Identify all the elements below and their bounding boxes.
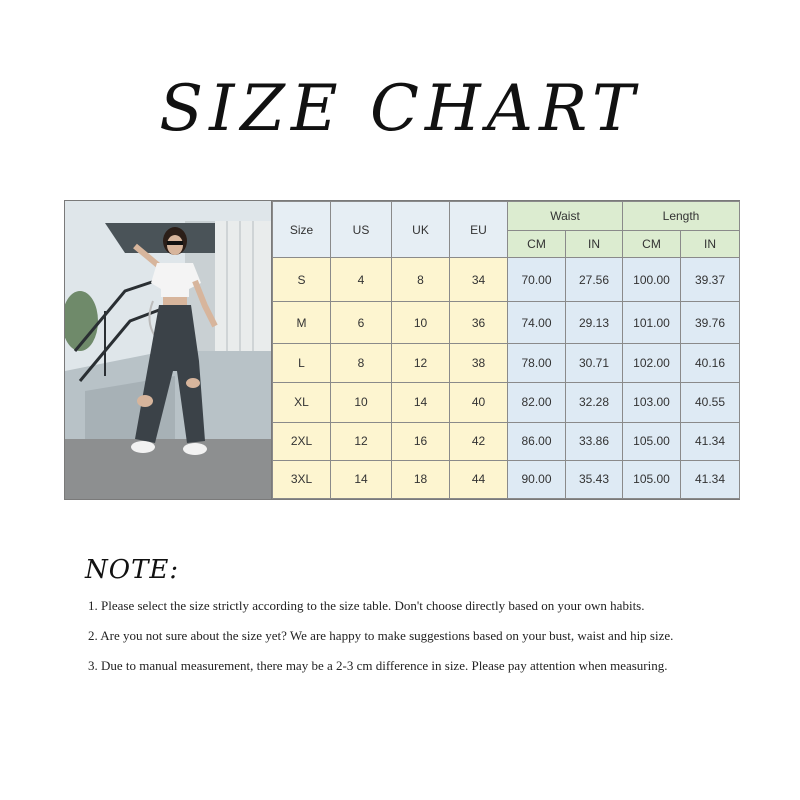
cell-length-cm: 105.00	[623, 460, 681, 498]
header-size: Size	[273, 202, 331, 258]
cell-length-cm: 103.00	[623, 382, 681, 422]
cell-waist-cm: 90.00	[508, 460, 566, 498]
table-row	[273, 344, 740, 382]
cell-uk: 16	[392, 422, 450, 460]
cell-uk: 12	[392, 344, 450, 382]
table-row	[273, 258, 740, 302]
cell-size: S	[273, 258, 331, 302]
table-row	[273, 422, 740, 460]
cell-length-cm: 102.00	[623, 344, 681, 382]
cell-waist-in: 29.13	[566, 302, 623, 344]
cell-waist-in: 35.43	[566, 460, 623, 498]
cell-eu: 38	[450, 344, 508, 382]
cell-length-in: 39.37	[681, 258, 740, 302]
cell-eu: 36	[450, 302, 508, 344]
cell-length-in: 39.76	[681, 302, 740, 344]
cell-uk: 10	[392, 302, 450, 344]
cell-eu: 40	[450, 382, 508, 422]
cell-us: 12	[331, 422, 392, 460]
page-title: SIZE CHART	[159, 72, 641, 146]
cell-waist-cm: 78.00	[508, 344, 566, 382]
cell-waist-cm: 82.00	[508, 382, 566, 422]
note-title: NOTE:	[85, 555, 180, 585]
table-row	[273, 382, 740, 422]
cell-length-in: 40.55	[681, 382, 740, 422]
cell-waist-cm: 70.00	[508, 258, 566, 302]
table-row	[273, 302, 740, 344]
cell-waist-in: 30.71	[566, 344, 623, 382]
cell-us: 14	[331, 460, 392, 498]
header-us: US	[331, 202, 392, 258]
cell-size: 2XL	[273, 422, 331, 460]
cell-length-in: 41.34	[681, 460, 740, 498]
table-row	[273, 460, 740, 498]
note-line-3: 3. Due to manual measurement, there may be a 2-3 cm difference in size. Please pay attention when measuring.	[88, 658, 668, 673]
cell-size: 3XL	[273, 460, 331, 498]
cell-length-cm: 100.00	[623, 258, 681, 302]
cell-uk: 8	[392, 258, 450, 302]
cell-us: 8	[331, 344, 392, 382]
cell-eu: 34	[450, 258, 508, 302]
cell-size: M	[273, 302, 331, 344]
cell-us: 4	[331, 258, 392, 302]
cell-us: 10	[331, 382, 392, 422]
header-waist-cm: CM	[508, 231, 566, 258]
header-length: Length	[623, 202, 740, 231]
cell-waist-in: 27.56	[566, 258, 623, 302]
header-uk: UK	[392, 202, 450, 258]
cell-uk: 18	[392, 460, 450, 498]
cell-waist-in: 33.86	[566, 422, 623, 460]
header-length-in: IN	[681, 231, 740, 258]
header-waist: Waist	[508, 202, 623, 231]
note-line-1: 1. Please select the size strictly according to the size table. Don't choose directly based on your own habits.	[88, 598, 645, 613]
cell-size: L	[273, 344, 331, 382]
cell-waist-cm: 74.00	[508, 302, 566, 344]
size-table	[272, 201, 740, 499]
model-photo	[65, 201, 272, 499]
cell-eu: 44	[450, 460, 508, 498]
cell-length-in: 40.16	[681, 344, 740, 382]
header-waist-in: IN	[566, 231, 623, 258]
cell-waist-in: 32.28	[566, 382, 623, 422]
cell-eu: 42	[450, 422, 508, 460]
cell-length-cm: 105.00	[623, 422, 681, 460]
note-line-2: 2. Are you not sure about the size yet? We are happy to make suggestions based on your bust, waist and hip size.	[88, 628, 674, 643]
header-length-cm: CM	[623, 231, 681, 258]
cell-length-in: 41.34	[681, 422, 740, 460]
cell-size: XL	[273, 382, 331, 422]
cell-waist-cm: 86.00	[508, 422, 566, 460]
size-chart	[64, 200, 740, 500]
cell-us: 6	[331, 302, 392, 344]
header-eu: EU	[450, 202, 508, 258]
cell-uk: 14	[392, 382, 450, 422]
cell-length-cm: 101.00	[623, 302, 681, 344]
